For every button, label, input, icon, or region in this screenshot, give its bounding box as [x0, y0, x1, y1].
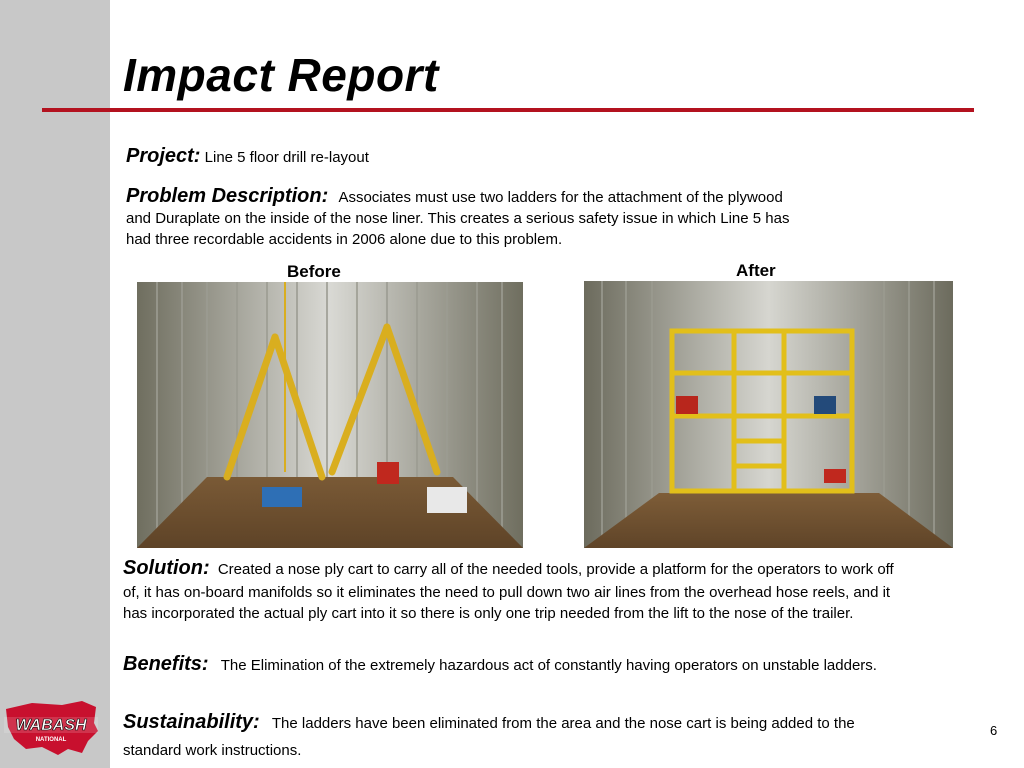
before-label: Before: [287, 262, 341, 281]
project-section: [126, 146, 369, 168]
solution-text-1: Created a nose ply cart to carry all of the needed tools, provide a platform for the operators to work off: [217, 561, 894, 578]
sustainability-line-1: [123, 712, 983, 734]
solution-section: [123, 558, 1013, 624]
after-label: After: [736, 261, 776, 280]
after-photo: [584, 281, 953, 548]
sustainability-text-2: standard work instructions.: [123, 742, 302, 759]
solution-label: Solution:: [123, 557, 210, 579]
problem-text-1: Associates must use two ladders for the attachment of the plywood: [338, 189, 783, 206]
solution-text-3: has incorporated the actual ply cart into it so there is only one trip needed from the lift to the nose of the trailer.: [123, 605, 854, 622]
sustainability-section: [123, 712, 983, 761]
wabash-logo-mark: [2, 693, 100, 761]
solution-line-1: [123, 558, 1013, 580]
slide-title: Impact Report: [123, 49, 439, 101]
sustainability-label: Sustainability:: [123, 711, 260, 733]
problem-text-2: and Duraplate on the inside of the nose liner. This creates a serious safety issue in which Line 5 has: [126, 210, 790, 227]
page-number: 6: [990, 723, 998, 738]
benefits-section: [123, 654, 877, 676]
before-photo-illustration: [137, 282, 523, 548]
problem-line-1: [126, 186, 906, 208]
project-label: Project:: [126, 145, 201, 167]
benefits-text: The Elimination of the extremely hazardous act of constantly having operators on unstable ladders.: [220, 657, 877, 674]
problem-text-3: had three recordable accidents in 2006 alone due to this problem.: [126, 231, 563, 248]
project-text: Line 5 floor drill re-layout: [204, 149, 369, 166]
logo-text: WABASH: [15, 717, 87, 734]
problem-section: [126, 186, 906, 250]
logo-subtext: NATIONAL: [35, 737, 67, 743]
before-photo: [137, 282, 523, 548]
sustainability-text-1: The ladders have been eliminated from the area and the nose cart is being added to the: [271, 715, 855, 732]
after-photo-illustration: [584, 281, 953, 548]
left-sidebar-band: [0, 0, 110, 768]
title-underline: [42, 108, 974, 112]
benefits-label: Benefits:: [123, 653, 209, 675]
wabash-logo: [2, 693, 100, 761]
solution-text-2: of, it has on-board manifolds so it eliminates the need to pull down two air lines from the overhead hose reels, and it: [123, 584, 891, 601]
problem-label: Problem Description:: [126, 185, 329, 207]
